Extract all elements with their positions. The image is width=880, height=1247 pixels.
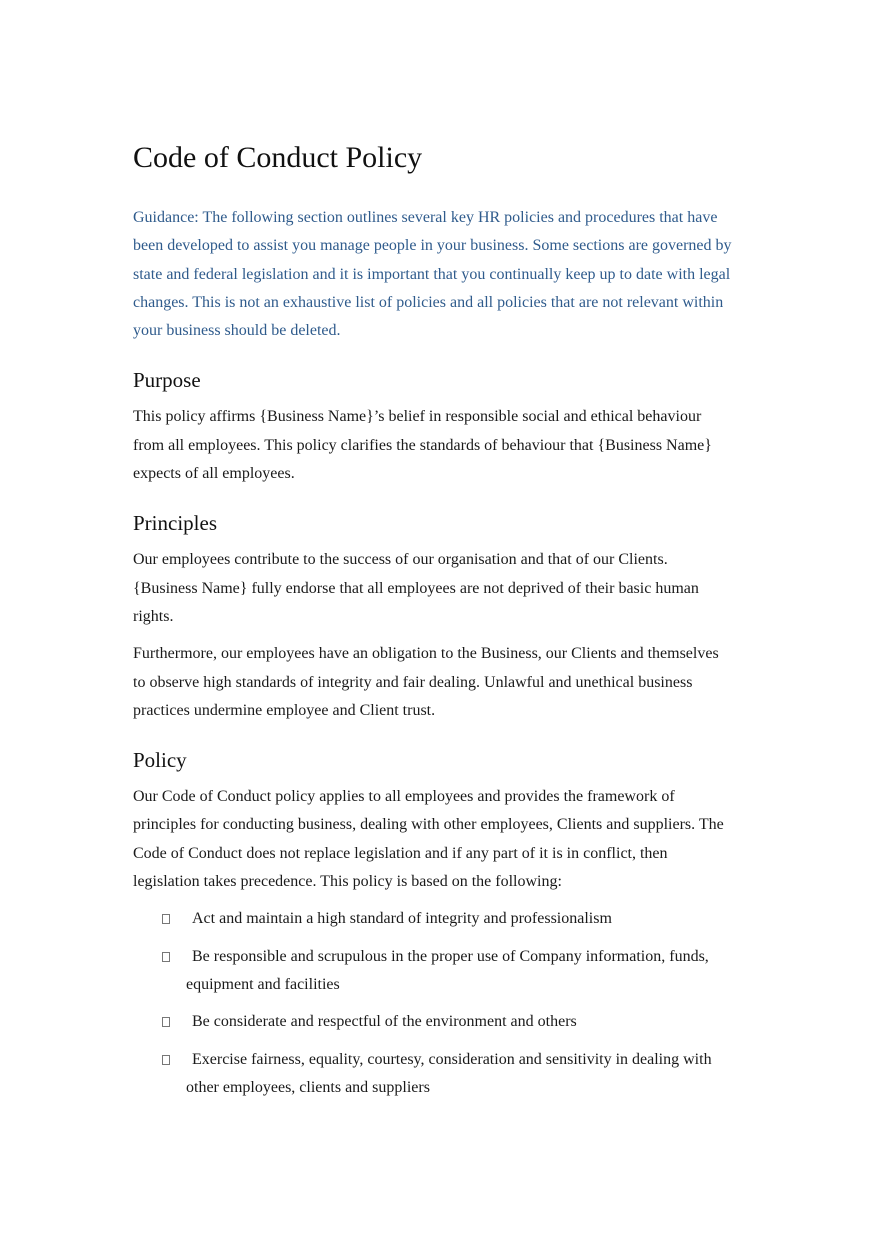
section-heading-policy: Policy	[133, 748, 187, 773]
page-title: Code of Conduct Policy	[133, 141, 423, 174]
principles-paragraph-2: Furthermore, our employees have an obligation to the Business, our Clients and themselves to observe high standards of integrity and fair dealing. Unlawful and unethical business practices undermine employee and Client trust.	[133, 645, 719, 719]
bullet-box-icon	[162, 1017, 170, 1027]
principles-paragraph-1: Our employees contribute to the success of our organisation and that of our Clients. {Business Name} fully endorse that all employees are not deprived of their basic human rights.	[133, 551, 699, 625]
purpose-paragraph: This policy affirms {Business Name}’s belief in responsible social and ethical behaviour from all employees. This policy clarifies the standards of behaviour that {Business Name} expects of all employees.	[133, 408, 712, 483]
policy-paragraph: Our Code of Conduct policy applies to all employees and provides the framework of principles for conducting business, dealing with other employees, Clients and suppliers. The Code of Conduct does not replace legislation and if any part of it is in conflict, then legislation takes precedence. This policy is based on the following:	[133, 788, 724, 891]
bullet-box-icon	[162, 914, 170, 924]
list-item	[133, 1008, 733, 1036]
list-item-text: Be responsible and scrupulous in the proper use of Company information, funds, equipment and facilities	[186, 947, 709, 993]
list-item	[133, 905, 733, 933]
guidance-note: Guidance: The following section outlines several key HR policies and procedures that have been developed to assist you manage people in your business. Some sections are governed by state and federal legislation and it is important that you continually keep up to date with legal changes. This is not an exhaustive list of policies and all policies that are not relevant within your business should be deleted.	[133, 209, 732, 340]
list-item	[133, 1046, 733, 1103]
bullet-box-icon	[162, 952, 170, 962]
section-heading-principles: Principles	[133, 511, 217, 536]
policy-bullet-list	[133, 905, 733, 1102]
list-item-text: Act and maintain a high standard of integrity and professionalism	[192, 910, 612, 928]
list-item-text: Exercise fairness, equality, courtesy, consideration and sensitivity in dealing with other employees, clients and suppliers	[186, 1050, 712, 1096]
list-item	[133, 943, 733, 1000]
list-item-text: Be considerate and respectful of the environment and others	[192, 1013, 577, 1031]
bullet-box-icon	[162, 1055, 170, 1065]
section-heading-purpose: Purpose	[133, 368, 201, 393]
document-content	[133, 138, 733, 1111]
